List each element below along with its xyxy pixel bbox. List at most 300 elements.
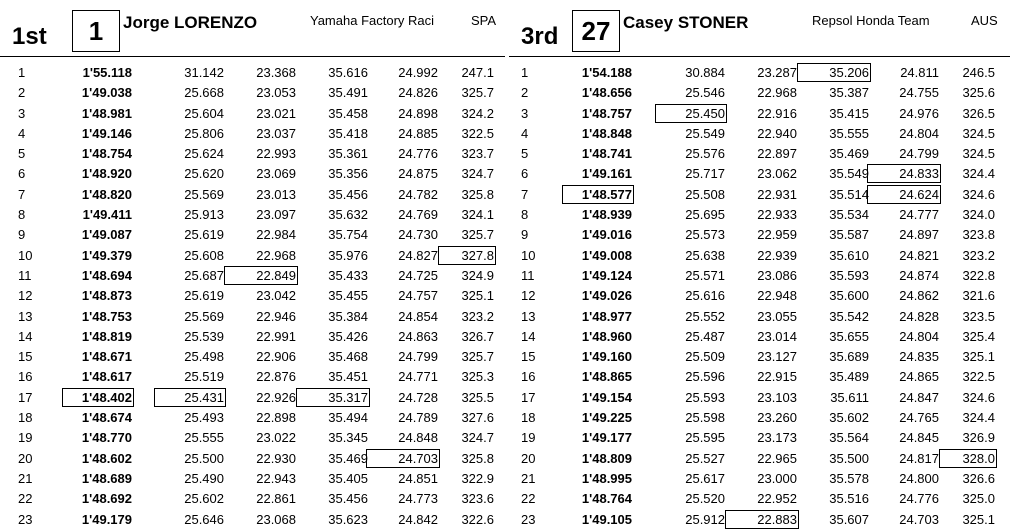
lap-time: 1'49.008 — [581, 247, 632, 263]
top-speed: 326.9 — [962, 430, 995, 446]
sector-3: 35.345 — [328, 430, 368, 446]
sector-4: 24.885 — [398, 125, 438, 141]
sector-2: 23.053 — [256, 85, 296, 101]
lap-time: 1'48.995 — [581, 470, 632, 486]
top-speed: 323.7 — [461, 146, 494, 162]
sector-4: 24.848 — [398, 430, 438, 446]
sector-2: 23.013 — [256, 186, 296, 202]
sector-4: 24.728 — [398, 389, 438, 405]
sector-4: 24.862 — [899, 288, 939, 304]
sector-3: 35.616 — [328, 65, 368, 80]
sector-4: 24.865 — [899, 369, 939, 385]
top-speed: 325.1 — [962, 349, 995, 365]
top-speed: 325.5 — [461, 389, 494, 405]
lap-number: 11 — [521, 267, 535, 283]
lap-number: 10 — [18, 247, 33, 263]
lap-number: 12 — [521, 288, 536, 304]
lap-time: 1'49.379 — [81, 247, 132, 263]
sector-4: 24.842 — [398, 511, 438, 527]
sector-2: 23.368 — [256, 65, 296, 80]
top-speed: 324.2 — [461, 105, 494, 121]
sector-3: 35.387 — [829, 85, 869, 101]
table-row — [509, 388, 1010, 408]
sector-1: 25.539 — [184, 328, 224, 344]
top-speed: 326.5 — [962, 105, 995, 121]
sector-1: 25.552 — [685, 308, 725, 324]
table-row — [0, 124, 505, 144]
lap-time: 1'48.694 — [81, 267, 132, 283]
table-row — [509, 469, 1010, 489]
lap-time: 1'54.188 — [581, 65, 632, 80]
sector-4: 24.874 — [899, 267, 939, 283]
sector-1: 25.620 — [184, 166, 224, 182]
sector-3: 35.468 — [328, 349, 368, 365]
table-row — [509, 510, 1010, 530]
lap-time: 1'48.820 — [81, 186, 132, 202]
sector-4: 24.782 — [398, 186, 438, 202]
lap-number: 13 — [18, 308, 33, 324]
top-speed: 246.5 — [962, 65, 995, 80]
table-row — [509, 428, 1010, 448]
top-speed: 324.6 — [962, 186, 995, 202]
top-speed: 323.8 — [962, 227, 995, 243]
table-row — [509, 205, 1010, 225]
lap-time: 1'49.146 — [81, 125, 132, 141]
sector-3: 35.418 — [328, 125, 368, 141]
sector-2: 23.055 — [757, 308, 797, 324]
lap-time: 1'48.809 — [581, 450, 632, 466]
sector-2: 22.939 — [757, 247, 797, 263]
sector-3: 35.433 — [328, 267, 368, 283]
lap-time: 1'48.674 — [81, 410, 132, 426]
lap-time: 1'48.656 — [581, 85, 632, 101]
rider-name: Jorge LORENZO — [123, 13, 258, 32]
lap-number: 13 — [521, 308, 536, 324]
lap-time: 1'49.038 — [81, 85, 132, 101]
lap-number: 22 — [18, 491, 33, 507]
sector-3: 35.587 — [829, 227, 869, 243]
sector-2: 23.042 — [256, 288, 296, 304]
sector-2: 22.968 — [757, 85, 797, 101]
top-speed: 322.8 — [962, 267, 995, 283]
race-position: 1st — [12, 23, 47, 50]
lap-time: 1'48.764 — [581, 491, 632, 507]
sector-2: 23.022 — [256, 430, 296, 446]
lap-time: 1'48.960 — [581, 328, 632, 344]
lap-time: 1'48.873 — [81, 288, 132, 304]
sector-4: 24.804 — [899, 328, 939, 344]
lap-time: 1'49.154 — [581, 389, 632, 405]
sector-2: 22.993 — [256, 146, 296, 162]
lap-time: 1'48.577 — [564, 187, 632, 202]
lap-table — [509, 63, 1010, 530]
sector-3: 35.623 — [328, 511, 368, 527]
sector-1: 25.593 — [685, 389, 725, 405]
sector-3: 35.415 — [829, 105, 869, 121]
lap-number: 4 — [18, 125, 26, 141]
sector-4: 24.817 — [899, 450, 939, 466]
sector-4: 24.776 — [899, 491, 939, 507]
top-speed: 324.9 — [461, 267, 494, 283]
sector-3: 35.206 — [799, 65, 869, 80]
sector-2: 23.173 — [757, 430, 797, 446]
sector-3: 35.610 — [829, 247, 869, 263]
sector-2: 23.086 — [757, 267, 797, 283]
lap-time: 1'48.977 — [581, 308, 632, 324]
lap-time: 1'48.939 — [581, 207, 632, 223]
lap-time: 1'55.118 — [82, 65, 132, 80]
top-speed: 247.1 — [461, 65, 494, 80]
rider-number-box: 27 — [572, 10, 620, 52]
top-speed: 321.6 — [962, 288, 995, 304]
sector-4: 24.847 — [899, 389, 939, 405]
sector-1: 25.668 — [184, 85, 224, 101]
table-row — [0, 307, 505, 327]
lap-number: 10 — [521, 247, 536, 263]
lap-table — [0, 63, 505, 530]
lap-number: 1 — [18, 65, 26, 80]
sector-3: 35.317 — [298, 390, 368, 405]
lap-time: 1'48.757 — [581, 105, 632, 121]
table-row — [509, 185, 1010, 205]
table-row — [0, 388, 505, 408]
sector-3: 35.607 — [829, 511, 869, 527]
top-speed: 322.9 — [461, 470, 494, 486]
sector-2: 22.898 — [256, 410, 296, 426]
sector-1: 25.638 — [685, 247, 725, 263]
sector-2: 22.915 — [757, 369, 797, 385]
sector-1: 25.490 — [184, 470, 224, 486]
table-row — [0, 63, 505, 83]
sector-1: 25.602 — [184, 491, 224, 507]
top-speed: 324.7 — [461, 430, 494, 446]
sector-2: 22.916 — [757, 105, 797, 121]
sector-4: 24.799 — [899, 146, 939, 162]
top-speed: 324.6 — [962, 389, 995, 405]
table-row — [0, 83, 505, 103]
sector-4: 24.725 — [398, 267, 438, 283]
lap-number: 14 — [521, 328, 536, 344]
rider-header — [0, 6, 505, 56]
sector-2: 22.984 — [256, 227, 296, 243]
lap-time: 1'49.177 — [581, 430, 632, 446]
sector-2: 22.931 — [757, 186, 797, 202]
lap-time: 1'48.981 — [81, 105, 132, 121]
sector-3: 35.384 — [328, 308, 368, 324]
table-row — [0, 246, 505, 266]
sector-3: 35.405 — [328, 470, 368, 486]
top-speed: 328.0 — [941, 451, 995, 466]
lap-number: 5 — [521, 146, 529, 162]
nation-code: SPA — [471, 13, 497, 28]
sector-1: 25.608 — [184, 247, 224, 263]
top-speed: 323.2 — [962, 247, 995, 263]
table-row — [509, 449, 1010, 469]
sector-3: 35.976 — [328, 247, 368, 263]
sector-2: 22.897 — [757, 146, 797, 162]
lap-time: 1'48.920 — [81, 166, 132, 182]
table-row — [0, 408, 505, 428]
sector-4: 24.757 — [398, 288, 438, 304]
top-speed: 325.7 — [461, 227, 494, 243]
sector-4: 24.765 — [899, 410, 939, 426]
table-row — [509, 347, 1010, 367]
table-row — [0, 164, 505, 184]
sector-4: 24.898 — [398, 105, 438, 121]
lap-time: 1'49.105 — [581, 511, 632, 527]
lap-time: 1'48.753 — [81, 308, 132, 324]
lap-number: 7 — [521, 186, 529, 202]
table-row — [0, 510, 505, 530]
table-row — [0, 489, 505, 509]
sector-3: 35.611 — [830, 389, 869, 405]
top-speed: 324.4 — [962, 166, 995, 182]
top-speed: 325.7 — [461, 85, 494, 101]
sector-2: 22.876 — [256, 369, 296, 385]
table-row — [0, 428, 505, 448]
sector-4: 24.828 — [899, 308, 939, 324]
sector-3: 35.469 — [829, 146, 869, 162]
sector-3: 35.564 — [829, 430, 869, 446]
sector-2: 23.127 — [757, 349, 797, 365]
sector-3: 35.514 — [829, 186, 869, 202]
sector-4: 24.804 — [899, 125, 939, 141]
sector-2: 22.906 — [256, 349, 296, 365]
sector-2: 22.933 — [757, 207, 797, 223]
sector-1: 25.598 — [685, 410, 725, 426]
sector-1: 25.500 — [184, 450, 224, 466]
sector-3: 35.469 — [328, 450, 368, 466]
sector-4: 24.992 — [398, 65, 438, 80]
top-speed: 325.8 — [461, 186, 494, 202]
lap-time: 1'48.671 — [81, 349, 132, 365]
nation-code: AUS — [971, 13, 998, 28]
top-speed: 325.4 — [962, 328, 995, 344]
lap-number: 8 — [18, 207, 26, 223]
table-row — [0, 286, 505, 306]
lap-time: 1'48.770 — [81, 430, 132, 446]
top-speed: 325.1 — [461, 288, 494, 304]
lap-number: 15 — [18, 349, 33, 365]
sector-2: 22.965 — [757, 450, 797, 466]
sector-3: 35.593 — [829, 267, 869, 283]
sector-3: 35.456 — [328, 491, 368, 507]
sector-3: 35.549 — [829, 166, 869, 182]
sector-3: 35.555 — [829, 125, 869, 141]
lap-time: 1'48.754 — [81, 146, 132, 162]
sector-2: 23.103 — [757, 389, 797, 405]
sector-4: 24.789 — [398, 410, 438, 426]
sector-3: 35.451 — [328, 369, 368, 385]
sector-2: 23.069 — [256, 166, 296, 182]
table-row — [0, 266, 505, 286]
sector-4: 24.799 — [398, 349, 438, 365]
rider-panel-lorenzo — [0, 6, 505, 528]
sector-1: 25.596 — [685, 369, 725, 385]
table-row — [509, 63, 1010, 83]
sector-1: 25.546 — [685, 85, 725, 101]
sector-3: 35.356 — [328, 166, 368, 182]
sector-4: 24.821 — [899, 247, 939, 263]
sector-1: 25.549 — [685, 125, 725, 141]
sector-1: 25.619 — [184, 227, 224, 243]
sector-3: 35.489 — [829, 369, 869, 385]
lap-time: 1'49.179 — [81, 511, 132, 527]
top-speed: 327.8 — [440, 248, 494, 263]
top-speed: 323.5 — [962, 308, 995, 324]
sector-3: 35.500 — [829, 450, 869, 466]
lap-number: 14 — [18, 328, 33, 344]
lap-number: 2 — [18, 85, 26, 101]
lap-number: 5 — [18, 146, 26, 162]
sector-3: 35.655 — [829, 328, 869, 344]
lap-number: 18 — [18, 410, 33, 426]
rider-number-box: 1 — [72, 10, 120, 52]
sector-2: 22.959 — [757, 227, 797, 243]
top-speed: 324.1 — [461, 207, 494, 223]
sector-1: 25.487 — [685, 328, 725, 344]
lap-time: 1'48.602 — [81, 450, 132, 466]
sector-2: 23.037 — [256, 125, 296, 141]
sector-2: 23.287 — [757, 65, 797, 80]
sector-1: 25.646 — [184, 511, 224, 527]
sector-1: 25.431 — [156, 390, 224, 405]
lap-number: 6 — [18, 166, 26, 182]
sector-1: 25.913 — [184, 207, 224, 223]
lap-number: 20 — [521, 450, 536, 466]
sector-1: 25.569 — [184, 186, 224, 202]
sector-4: 24.771 — [398, 369, 438, 385]
lap-number: 19 — [521, 430, 536, 446]
top-speed: 322.5 — [962, 369, 995, 385]
table-row — [509, 408, 1010, 428]
sector-1: 25.573 — [685, 227, 725, 243]
top-speed: 325.1 — [962, 511, 995, 527]
top-speed: 325.7 — [461, 349, 494, 365]
sector-3: 35.542 — [829, 308, 869, 324]
sector-4: 24.826 — [398, 85, 438, 101]
sector-4: 24.777 — [899, 207, 939, 223]
sector-1: 25.519 — [184, 369, 224, 385]
team-name: Yamaha Factory Raci — [310, 13, 435, 28]
sector-2: 23.260 — [757, 410, 797, 426]
sector-2: 22.991 — [256, 328, 296, 344]
sector-3: 35.426 — [328, 328, 368, 344]
table-row — [509, 367, 1010, 387]
sector-4: 24.755 — [899, 85, 939, 101]
lap-number: 19 — [18, 430, 33, 446]
top-speed: 324.7 — [461, 166, 494, 182]
sector-1: 25.695 — [685, 207, 725, 223]
lap-time: 1'49.161 — [581, 166, 632, 182]
table-row — [509, 307, 1010, 327]
lap-number: 4 — [521, 125, 529, 141]
sector-4: 24.624 — [869, 187, 939, 202]
sector-1: 25.527 — [685, 450, 725, 466]
sector-1: 25.687 — [184, 267, 224, 283]
lap-number: 23 — [521, 511, 536, 527]
sector-1: 25.520 — [685, 491, 725, 507]
sector-1: 31.142 — [184, 65, 224, 80]
sector-1: 25.576 — [685, 146, 725, 162]
sector-3: 35.534 — [829, 207, 869, 223]
sector-1: 25.624 — [184, 146, 224, 162]
lap-number: 17 — [521, 389, 536, 405]
sector-3: 35.600 — [829, 288, 869, 304]
sector-1: 25.617 — [685, 470, 725, 486]
rider-header — [509, 6, 1010, 56]
sector-4: 24.875 — [398, 166, 438, 182]
top-speed: 325.0 — [962, 491, 995, 507]
lap-time: 1'49.026 — [581, 288, 632, 304]
top-speed: 324.5 — [962, 125, 995, 141]
table-row — [509, 225, 1010, 245]
lap-number: 8 — [521, 207, 529, 223]
table-row — [0, 225, 505, 245]
sector-4: 24.827 — [398, 247, 438, 263]
sector-4: 24.703 — [899, 511, 939, 527]
table-row — [0, 449, 505, 469]
lap-number: 1 — [521, 65, 529, 80]
sector-3: 35.754 — [328, 227, 368, 243]
sector-3: 35.632 — [328, 207, 368, 223]
lap-time: 1'49.124 — [581, 267, 632, 283]
sector-2: 22.943 — [256, 470, 296, 486]
table-row — [509, 327, 1010, 347]
sector-4: 24.845 — [899, 430, 939, 446]
lap-number: 18 — [521, 410, 536, 426]
sector-3: 35.516 — [829, 491, 869, 507]
sector-2: 22.849 — [226, 268, 296, 283]
sector-1: 25.619 — [184, 288, 224, 304]
sector-4: 24.811 — [900, 65, 939, 80]
sector-1: 25.571 — [685, 267, 725, 283]
lap-number: 15 — [521, 349, 536, 365]
header-divider — [509, 56, 1010, 57]
sector-3: 35.458 — [328, 105, 368, 121]
sector-4: 24.800 — [899, 470, 939, 486]
race-position: 3rd — [521, 23, 559, 50]
table-row — [509, 286, 1010, 306]
lap-number: 3 — [18, 105, 26, 121]
sector-2: 22.930 — [256, 450, 296, 466]
lap-number: 16 — [521, 369, 536, 385]
header-divider — [0, 56, 505, 57]
top-speed: 325.6 — [962, 85, 995, 101]
sector-1: 25.595 — [685, 430, 725, 446]
lap-number: 11 — [18, 267, 32, 283]
sector-1: 25.569 — [184, 308, 224, 324]
table-row — [509, 124, 1010, 144]
lap-number: 20 — [18, 450, 33, 466]
lap-time: 1'49.016 — [581, 227, 632, 243]
sector-3: 35.456 — [328, 186, 368, 202]
lap-time: 1'48.848 — [581, 125, 632, 141]
table-row — [509, 104, 1010, 124]
top-speed: 325.3 — [461, 369, 494, 385]
team-name: Repsol Honda Team — [812, 13, 930, 28]
rider-panel-stoner — [509, 6, 1010, 528]
sector-2: 23.000 — [757, 470, 797, 486]
sector-2: 22.946 — [256, 308, 296, 324]
sector-1: 25.604 — [184, 105, 224, 121]
lap-number: 22 — [521, 491, 536, 507]
lap-time: 1'48.617 — [81, 369, 132, 385]
sector-1: 30.884 — [685, 65, 725, 80]
sector-4: 24.976 — [899, 105, 939, 121]
sector-2: 22.940 — [757, 125, 797, 141]
top-speed: 324.0 — [962, 207, 995, 223]
